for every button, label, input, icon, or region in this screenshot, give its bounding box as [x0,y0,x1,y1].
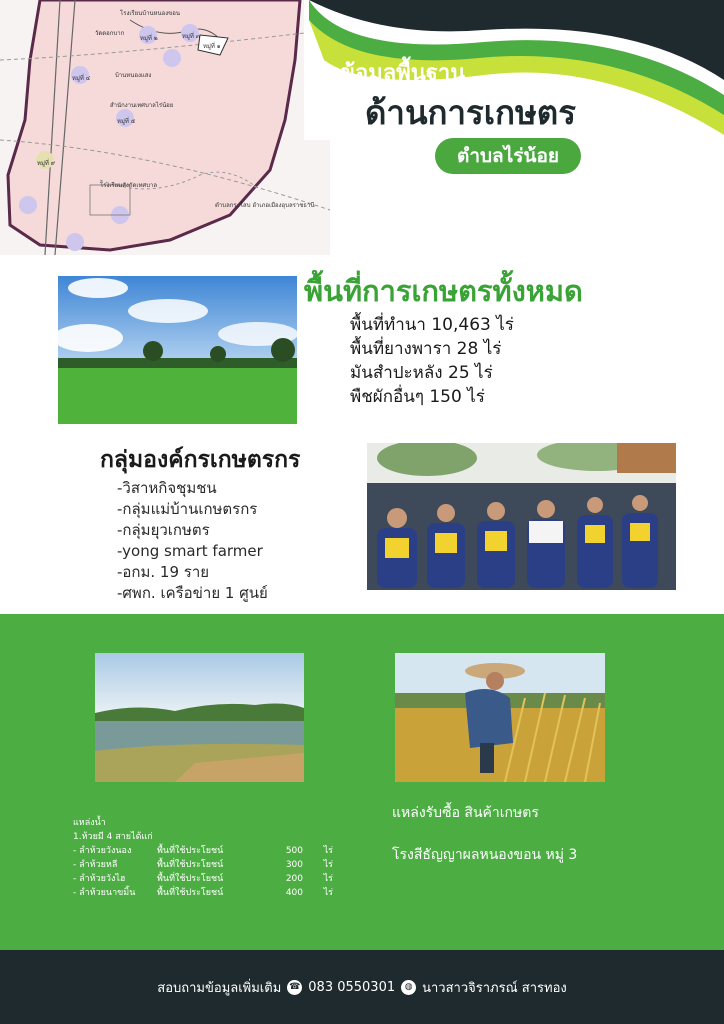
header-subtitle: ข้อมูลพื้นฐาน [340,61,466,86]
village-marker: หมู่ที่ ๕ [117,118,136,125]
water-sources [73,816,333,900]
village-map [0,0,330,255]
list-item: มันสำปะหลัง 25 ไร่ [350,363,493,383]
map-label: โรงเรียนสังกัดเทศบาล [100,182,158,189]
page-title: ด้านการเกษตร [365,93,576,132]
farmer-groups-list [117,478,268,604]
footer-contact: นาวสาวจิราภรณ์ สารทอง [422,980,567,996]
map-label: บ้านหนองแสง [115,72,152,79]
buyer-title: แหล่งรับซื้อ สินค้าเกษตร [392,805,539,821]
buyer-name: โรงสีธัญญาผลหนองขอน หมู่ 3 [392,847,578,863]
list-item: -ศพก. เครือข่าย 1 ศูนย์ [117,584,268,602]
village-marker: หมู่ที่ ๑ [203,43,221,50]
map-label: สำนักงานเทศบาลไร่น้อย [110,102,174,109]
village-marker: หมู่ที่ ๙ [37,160,56,167]
farmer-meeting-photo [367,443,676,590]
list-item: -วิสาหกิจชุมชน [117,479,217,497]
list-item: พืชผักอื่นๆ 150 ไร่ [350,387,485,407]
globe-icon: ◍ [401,980,416,995]
list-item: พื้นที่ยางพารา 28 ไร่ [350,339,502,359]
village-marker: หมู่ที่ ๒ [140,35,158,42]
table-row: - ลำห้วยวังนอง พื้นที่ใช้ประโยชน์ 500 ไร่ [73,846,333,856]
rice-field-photo [58,276,297,424]
farm-area-title: พื้นที่การเกษตรทั้งหมด [304,274,583,308]
list-item: -อกม. 19 ราย [117,563,210,581]
map-graphic [0,0,330,255]
map-label: ตำบลกระโสบ อำเภอเมืองอุบลราชธานี [215,202,315,209]
footer-label: สอบถามข้อมูลเพิ่มเติม [157,980,282,996]
table-row: - ลำห้วยหลี พื้นที่ใช้ประโยชน์ 300 ไร่ [73,860,333,870]
list-item: -กลุ่มยุวเกษตร [117,521,210,539]
rice-harvest-photo [395,653,605,782]
phone-icon: ☎ [287,980,302,995]
list-item: -yong smart farmer [117,542,263,560]
reservoir-photo [95,653,304,782]
list-item: พื้นที่ทำนา 10,463 ไร่ [350,315,514,335]
table-row: - ลำห้วยนาขมิ้น พื้นที่ใช้ประโยชน์ 400 ไร่ [73,888,333,898]
footer [0,950,724,1024]
table-row: - ลำห้วยวังไฮ พื้นที่ใช้ประโยชน์ 200 ไร่ [73,874,333,884]
farm-area-list [350,313,514,409]
footer-phone[interactable]: 083 0550301 [308,979,396,995]
village-marker: หมู่ที่ ๔ [72,75,91,82]
water-heading: แหล่งน้ำ [73,818,106,828]
list-item: -กลุ่มแม่บ้านเกษตรกร [117,500,258,518]
subdistrict-badge: ตำบลไร่น้อย [435,138,581,174]
map-label: วัดดอกบาก [95,30,125,37]
farmer-groups-title: กลุ่มองค์กรเกษตรกร [100,447,301,473]
map-label: โรงเรียนบ้านหนองขอน [120,10,180,17]
village-marker: หมู่ที่ ๓ [182,33,200,40]
water-subheading: 1.ห้วยมี 4 สายได้แก่ [73,832,153,842]
